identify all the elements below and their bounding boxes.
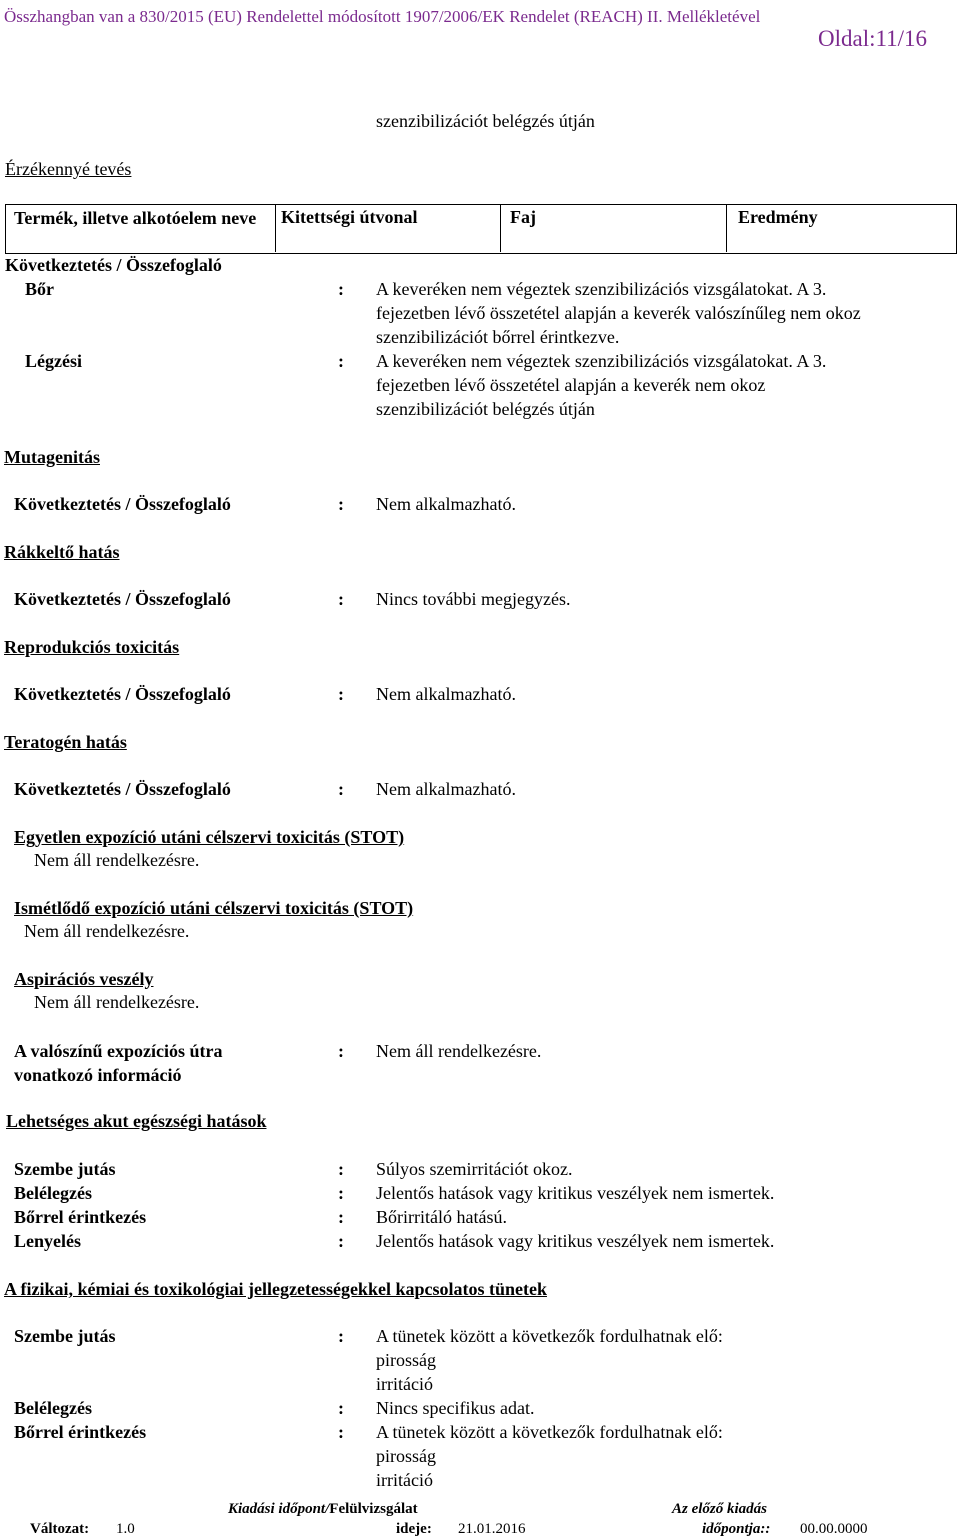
- symptoms-eye-label: Szembe jutás: [14, 1326, 116, 1346]
- symptoms-eye-line: irritáció: [376, 1374, 433, 1394]
- exposure-routes-label-line2: vonatkozó információ: [14, 1065, 182, 1085]
- previous-issue-label-line1: Az előző kiadás: [672, 1501, 768, 1517]
- acute-inhalation-value: Jelentős hatások vagy kritikus veszélyek nem ismertek.: [376, 1183, 775, 1203]
- acute-skin-label: Bőrrel érintkezés: [14, 1207, 147, 1227]
- stot-repeated-heading: Ismétlődő expozíció utáni célszervi toxicitás (STOT): [14, 898, 414, 918]
- table-divider: [726, 204, 727, 252]
- respiratory-value-line: A keveréken nem végeztek szenzibilizációs vizsgálatokat. A 3.: [376, 351, 827, 371]
- symptoms-inhalation-value: Nincs specifikus adat.: [376, 1398, 535, 1418]
- colon: :: [338, 779, 344, 799]
- colon: :: [338, 1422, 344, 1442]
- previous-issue-value: 00.00.0000: [800, 1521, 868, 1537]
- carcinogenicity-label: Következtetés / Összefoglaló: [14, 589, 231, 609]
- skin-value-line: szenzibilizációt bőrrel érintkezve.: [376, 327, 620, 347]
- stot-single-heading: Egyetlen expozíció utáni célszervi toxicitás (STOT): [14, 827, 405, 847]
- stot-single-value: Nem áll rendelkezésre.: [34, 850, 200, 870]
- colon: :: [338, 1183, 344, 1203]
- symptoms-skin-line: A tünetek között a következők fordulhatnak elő:: [376, 1422, 723, 1442]
- aspiration-value: Nem áll rendelkezésre.: [34, 992, 200, 1012]
- acute-effects-heading: Lehetséges akut egészségi hatások: [6, 1111, 267, 1131]
- colon: :: [338, 351, 344, 371]
- colon: :: [338, 1159, 344, 1179]
- symptoms-skin-line: pirosság: [376, 1446, 436, 1466]
- page-number: [818, 26, 927, 52]
- symptoms-inhalation-label: Belélegzés: [14, 1398, 92, 1418]
- carcinogenicity-value: Nincs további megjegyzés.: [376, 589, 571, 609]
- teratogenicity-value: Nem alkalmazható.: [376, 779, 516, 799]
- regulation-header: Összhangban van a 830/2015 (EU) Rendelettel módosított 1907/2006/EK Rendelet (REACH) II. Mellékletével: [4, 7, 761, 26]
- skin-label: Bőr: [25, 279, 54, 299]
- version-value: 1.0: [116, 1521, 135, 1537]
- issue-date-label-line1: [228, 1500, 418, 1518]
- respiratory-label: Légzési: [25, 351, 82, 371]
- aspiration-heading: Aspirációs veszély: [14, 969, 154, 989]
- colon: :: [338, 1398, 344, 1418]
- sensitization-conclusion-label: Következtetés / Összefoglaló: [5, 255, 222, 275]
- reproductive-toxicity-heading: Reprodukciós toxicitás: [4, 637, 180, 657]
- acute-ingestion-value: Jelentős hatások vagy kritikus veszélyek nem ismertek.: [376, 1231, 775, 1251]
- respiratory-value-line: fejezetben lévő összetétel alapján a keverék nem okoz: [376, 375, 766, 395]
- exposure-routes-value: Nem áll rendelkezésre.: [376, 1041, 542, 1061]
- symptoms-eye-line: A tünetek között a következők fordulhatnak elő:: [376, 1326, 723, 1346]
- colon: :: [338, 1231, 344, 1251]
- issue-date-label-b: Felülvizsgálat: [329, 1501, 418, 1517]
- symptoms-heading: A fizikai, kémiai és toxikológiai jellegzetességekkel kapcsolatos tünetek: [4, 1279, 547, 1299]
- respiratory-value-line: szenzibilizációt belégzés útján: [376, 399, 595, 419]
- colon: :: [338, 279, 344, 299]
- acute-inhalation-label: Belélegzés: [14, 1183, 92, 1203]
- acute-eye-value: Súlyos szemirritációt okoz.: [376, 1159, 573, 1179]
- table-header-product: Termék, illetve alkotóelem neve: [14, 208, 257, 228]
- issue-date-label-line2: ideje:: [396, 1521, 432, 1537]
- table-header-result: Eredmény: [738, 207, 818, 227]
- colon: :: [338, 1207, 344, 1227]
- page-value: 11/16: [875, 26, 928, 51]
- teratogenicity-label: Következtetés / Összefoglaló: [14, 779, 231, 799]
- mutagenicity-value: Nem alkalmazható.: [376, 494, 516, 514]
- mutagenicity-heading: Mutagenitás: [4, 447, 100, 467]
- stot-repeated-value: Nem áll rendelkezésre.: [24, 921, 190, 941]
- carcinogenicity-heading: Rákkeltő hatás: [4, 542, 120, 562]
- mutagenicity-label: Következtetés / Összefoglaló: [14, 494, 231, 514]
- sensitization-heading: Érzékennyé tevés: [5, 159, 132, 179]
- issue-date-label-a: Kiadási időpont/: [228, 1501, 330, 1517]
- acute-skin-value: Bőrirritáló hatású.: [376, 1207, 507, 1227]
- reproductive-toxicity-value: Nem alkalmazható.: [376, 684, 516, 704]
- previous-issue-label-line2: időpontja::: [702, 1521, 771, 1537]
- table-header-species: Faj: [510, 207, 536, 227]
- skin-value-line: A keveréken nem végeztek szenzibilizációs vizsgálatokat. A 3.: [376, 279, 827, 299]
- colon: :: [338, 1041, 344, 1061]
- table-header-route: Kitettségi útvonal: [281, 207, 418, 227]
- symptoms-eye-line: pirosság: [376, 1350, 436, 1370]
- skin-value-line: fejezetben lévő összetétel alapján a keverék valószínűleg nem okoz: [376, 303, 861, 323]
- exposure-routes-label-line1: A valószínű expozíciós útra: [14, 1041, 223, 1061]
- issue-date-value: 21.01.2016: [458, 1521, 526, 1537]
- reproductive-toxicity-label: Következtetés / Összefoglaló: [14, 684, 231, 704]
- symptoms-skin-line: irritáció: [376, 1470, 433, 1490]
- table-divider: [275, 204, 276, 252]
- colon: :: [338, 494, 344, 514]
- acute-ingestion-label: Lenyelés: [14, 1231, 81, 1251]
- symptoms-skin-label: Bőrrel érintkezés: [14, 1422, 147, 1442]
- table-divider: [500, 204, 501, 252]
- colon: :: [338, 1326, 344, 1346]
- acute-eye-label: Szembe jutás: [14, 1159, 116, 1179]
- top-continuation-text: szenzibilizációt belégzés útján: [376, 111, 595, 131]
- colon: :: [338, 684, 344, 704]
- colon: :: [338, 589, 344, 609]
- teratogenicity-heading: Teratogén hatás: [4, 732, 127, 752]
- version-label: Változat:: [30, 1521, 90, 1537]
- page-label: Oldal:: [818, 26, 876, 51]
